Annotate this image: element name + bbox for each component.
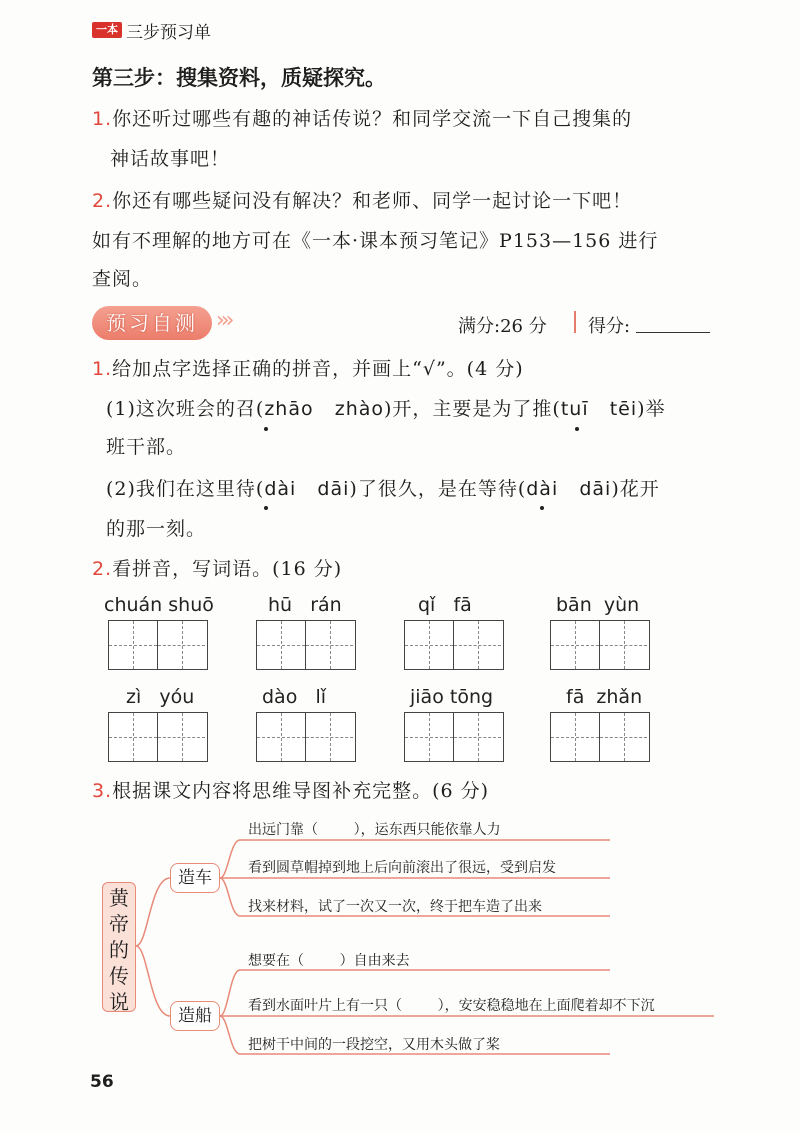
problem-2-title bbox=[92, 554, 342, 581]
car-item-3: 找来材料，试了一次又一次，终于把车造了出来 bbox=[248, 899, 542, 915]
pinyin-label: dào lǐ bbox=[262, 686, 327, 708]
pinyin-label: chuán shuō bbox=[104, 594, 214, 616]
writing-grid[interactable] bbox=[550, 712, 650, 762]
problem-text: 看拼音，写词语。(16 分) bbox=[112, 558, 343, 580]
mindmap-node-boat: 造船 bbox=[170, 1001, 220, 1031]
pinyin-label: hū rán bbox=[268, 594, 342, 616]
text-segment: )花开 bbox=[611, 478, 660, 500]
writing-grid[interactable] bbox=[404, 620, 504, 670]
emphasis-dot bbox=[264, 427, 268, 431]
car-item-2: 看到圆草帽掉到地上后向前滚出了很远，受到启发 bbox=[248, 860, 556, 876]
step3-question-2 bbox=[92, 186, 632, 213]
pinyin-options[interactable]: tuī tēi bbox=[560, 398, 638, 420]
step3-question-1-cont: 神话故事吧！ bbox=[110, 148, 231, 170]
problem-1-line-4: 的那一刻。 bbox=[106, 518, 207, 540]
mindmap-node-car: 造车 bbox=[170, 863, 220, 893]
question-text: 你还有哪些疑问没有解决？和老师、同学一起讨论一下吧！ bbox=[112, 190, 633, 212]
note-line: 如有不理解的地方可在《一本·课本预习笔记》P153—156 进行 bbox=[92, 230, 659, 252]
pinyin-label: jiāo tōng bbox=[410, 686, 494, 708]
pinyin-options[interactable]: zhāo zhào bbox=[264, 398, 385, 420]
boat-item-1: 想要在（ ）自由来去 bbox=[248, 953, 410, 969]
page-number: 56 bbox=[90, 1072, 114, 1092]
problem-1-line-2: 班干部。 bbox=[106, 436, 187, 458]
text-segment: (1)这次班会的召( bbox=[106, 398, 265, 420]
writing-grid[interactable] bbox=[550, 620, 650, 670]
full-score: 满分:26 分 bbox=[458, 316, 547, 337]
question-text: 你还听过哪些有趣的神话传说？和同学交流一下自己搜集的 bbox=[112, 108, 633, 130]
question-number: 2. bbox=[92, 190, 113, 212]
writing-grid[interactable] bbox=[256, 712, 356, 762]
score-label: 得分: bbox=[588, 316, 631, 337]
writing-grid[interactable] bbox=[108, 620, 208, 670]
brand-logo: 一本 bbox=[92, 22, 122, 38]
pinyin-label: bān yùn bbox=[556, 594, 640, 616]
problem-1-line-3 bbox=[106, 474, 660, 501]
emphasis-dot bbox=[264, 506, 268, 510]
self-test-banner: 预习自测 bbox=[92, 306, 212, 340]
problem-number: 3. bbox=[92, 780, 113, 802]
step3-title: 第三步：搜集资料，质疑探究。 bbox=[92, 66, 386, 90]
note-line-cont: 查阅。 bbox=[92, 268, 153, 290]
question-number: 1. bbox=[92, 108, 113, 130]
pinyin-options[interactable]: dài dāi bbox=[526, 478, 612, 500]
chevrons-icon: ››› bbox=[216, 308, 231, 333]
pinyin-label: fā zhǎn bbox=[566, 686, 643, 708]
writing-grid[interactable] bbox=[404, 712, 504, 762]
header-title: 三步预习单 bbox=[126, 23, 211, 43]
problem-1-title bbox=[92, 354, 524, 381]
writing-grid[interactable] bbox=[256, 620, 356, 670]
problem-3-title bbox=[92, 776, 489, 803]
problem-number: 2. bbox=[92, 558, 113, 580]
root-char: 黄 bbox=[109, 886, 129, 910]
root-char: 帝 bbox=[109, 912, 129, 936]
root-char: 传 bbox=[109, 964, 129, 988]
score-divider bbox=[574, 311, 576, 333]
pinyin-label: zì yóu bbox=[126, 686, 195, 708]
pinyin-options[interactable]: dài dāi bbox=[264, 478, 350, 500]
pinyin-label: qǐ fā bbox=[418, 594, 472, 616]
text-segment: )开，主要是为了推( bbox=[384, 398, 561, 420]
boat-item-3: 把树干中间的一段挖空，又用木头做了桨 bbox=[248, 1037, 500, 1053]
root-char: 说 bbox=[109, 990, 129, 1014]
emphasis-dot bbox=[575, 427, 579, 431]
text-segment: (2)我们在这里待( bbox=[106, 478, 265, 500]
text-segment: )举 bbox=[637, 398, 666, 420]
writing-grid[interactable] bbox=[108, 712, 208, 762]
problem-text: 给加点字选择正确的拼音，并画上“√”。(4 分) bbox=[112, 358, 524, 380]
mindmap-connectors bbox=[100, 810, 740, 1070]
score-input-line[interactable] bbox=[636, 332, 710, 333]
emphasis-dot bbox=[540, 506, 544, 510]
root-char: 的 bbox=[109, 938, 129, 962]
step3-question-1 bbox=[92, 104, 632, 131]
car-item-1: 出远门靠（ ），运东西只能依靠人力 bbox=[248, 822, 501, 838]
text-segment: )了很久，是在等待( bbox=[349, 478, 527, 500]
problem-text: 根据课文内容将思维导图补充完整。(6 分) bbox=[112, 780, 490, 802]
problem-number: 1. bbox=[92, 358, 113, 380]
boat-item-2: 看到水面叶片上有一只（ ），安安稳稳地在上面爬着却不下沉 bbox=[248, 998, 655, 1014]
problem-1-line-1 bbox=[106, 394, 666, 421]
mindmap-root bbox=[102, 882, 136, 1012]
